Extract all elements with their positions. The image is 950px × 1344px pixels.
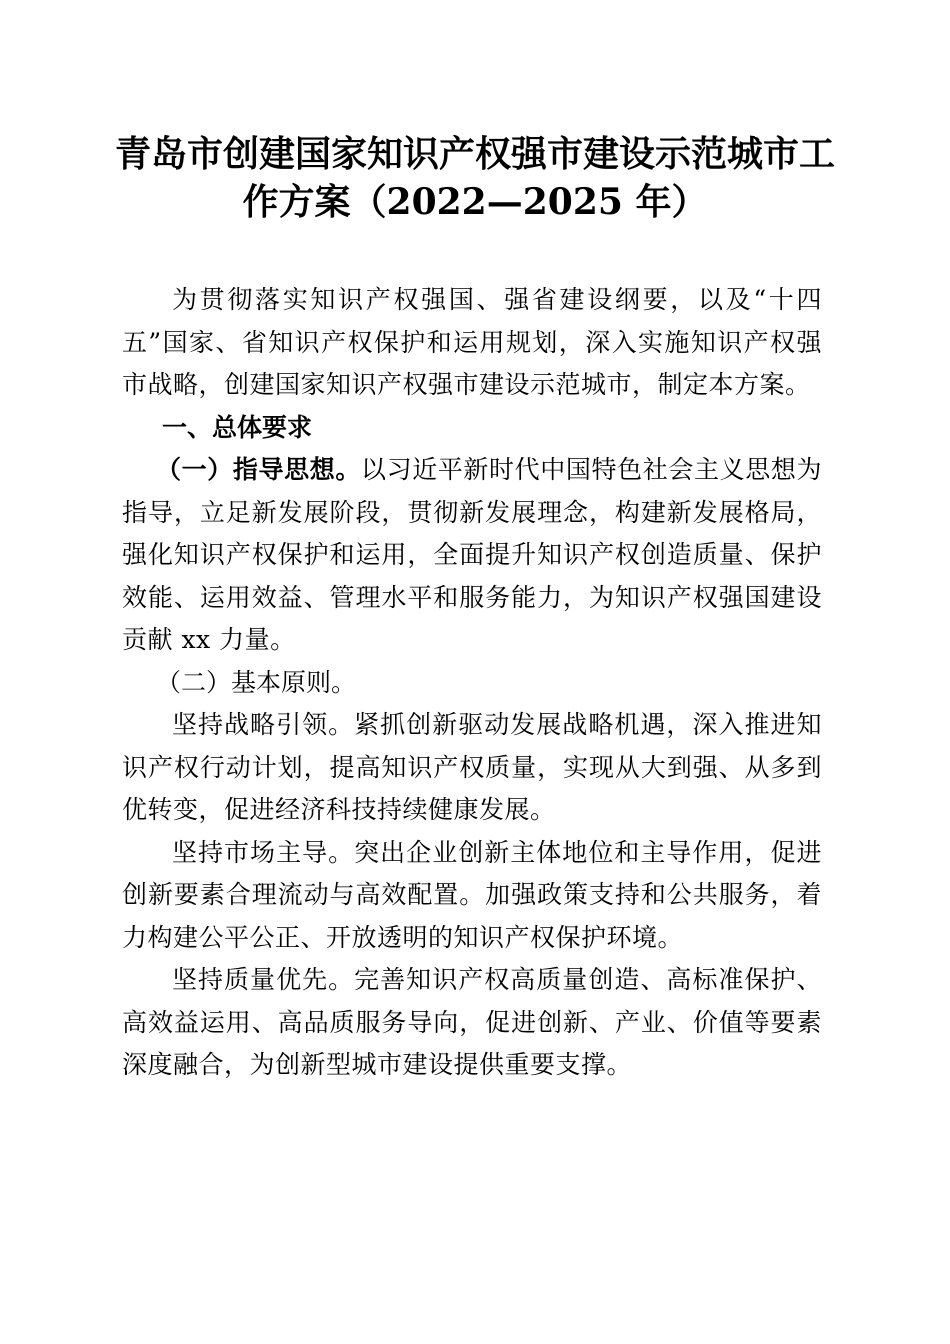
title-line-2: 作方案（2022—2025 年）: [242, 181, 708, 223]
document-title: [100, 130, 850, 226]
basic-principles-heading: （二）基本原则。: [156, 667, 357, 697]
section-heading-general-requirements: 一、总体要求: [162, 412, 313, 442]
title-line-1: 青岛市创建国家知识产权强市建设示范城市工: [114, 133, 835, 175]
principle-market-paragraph: 坚持市场主导。突出企业创新主体地位和主导作用，促进创新要素合理流动与高效配置。加强政策支持和公共服务，着力构建公平公正、开放透明的知识产权保护环境。: [122, 837, 822, 952]
guiding-thought-label: （一）指导思想。: [156, 455, 361, 484]
guiding-thought-paragraph: [122, 449, 822, 662]
intro-paragraph: 为贯彻落实知识产权强国、强省建设纲要，以及“十四五”国家、省知识产权保护和运用规划，深入实施知识产权强市战略，创建国家知识产权强市建设示范城市，制定本方案。: [122, 285, 822, 399]
document-body: [122, 279, 822, 1087]
guiding-thought-text: 以习近平新时代中国特色社会主义思想为指导，立足新发展阶段，贯彻新发展理念，构建新发展格局，强化知识产权保护和运用，全面提升知识产权创造质量、保护效能、运用效益、管理水平和服务能力，为知识产权强国建设贡献 xx 力量。: [122, 455, 822, 654]
principle-quality-paragraph: 坚持质量优先。完善知识产权高质量创造、高标准保护、高效益运用、高品质服务导向，促进创新、产业、价值等要素深度融合，为创新型城市建设提供重要支撑。: [122, 965, 822, 1079]
principle-strategy-paragraph: 坚持战略引领。紧抓创新驱动发展战略机遇，深入推进知识产权行动计划，提高知识产权质量，实现从大到强、从多到优转变，促进经济科技持续健康发展。: [122, 710, 822, 824]
